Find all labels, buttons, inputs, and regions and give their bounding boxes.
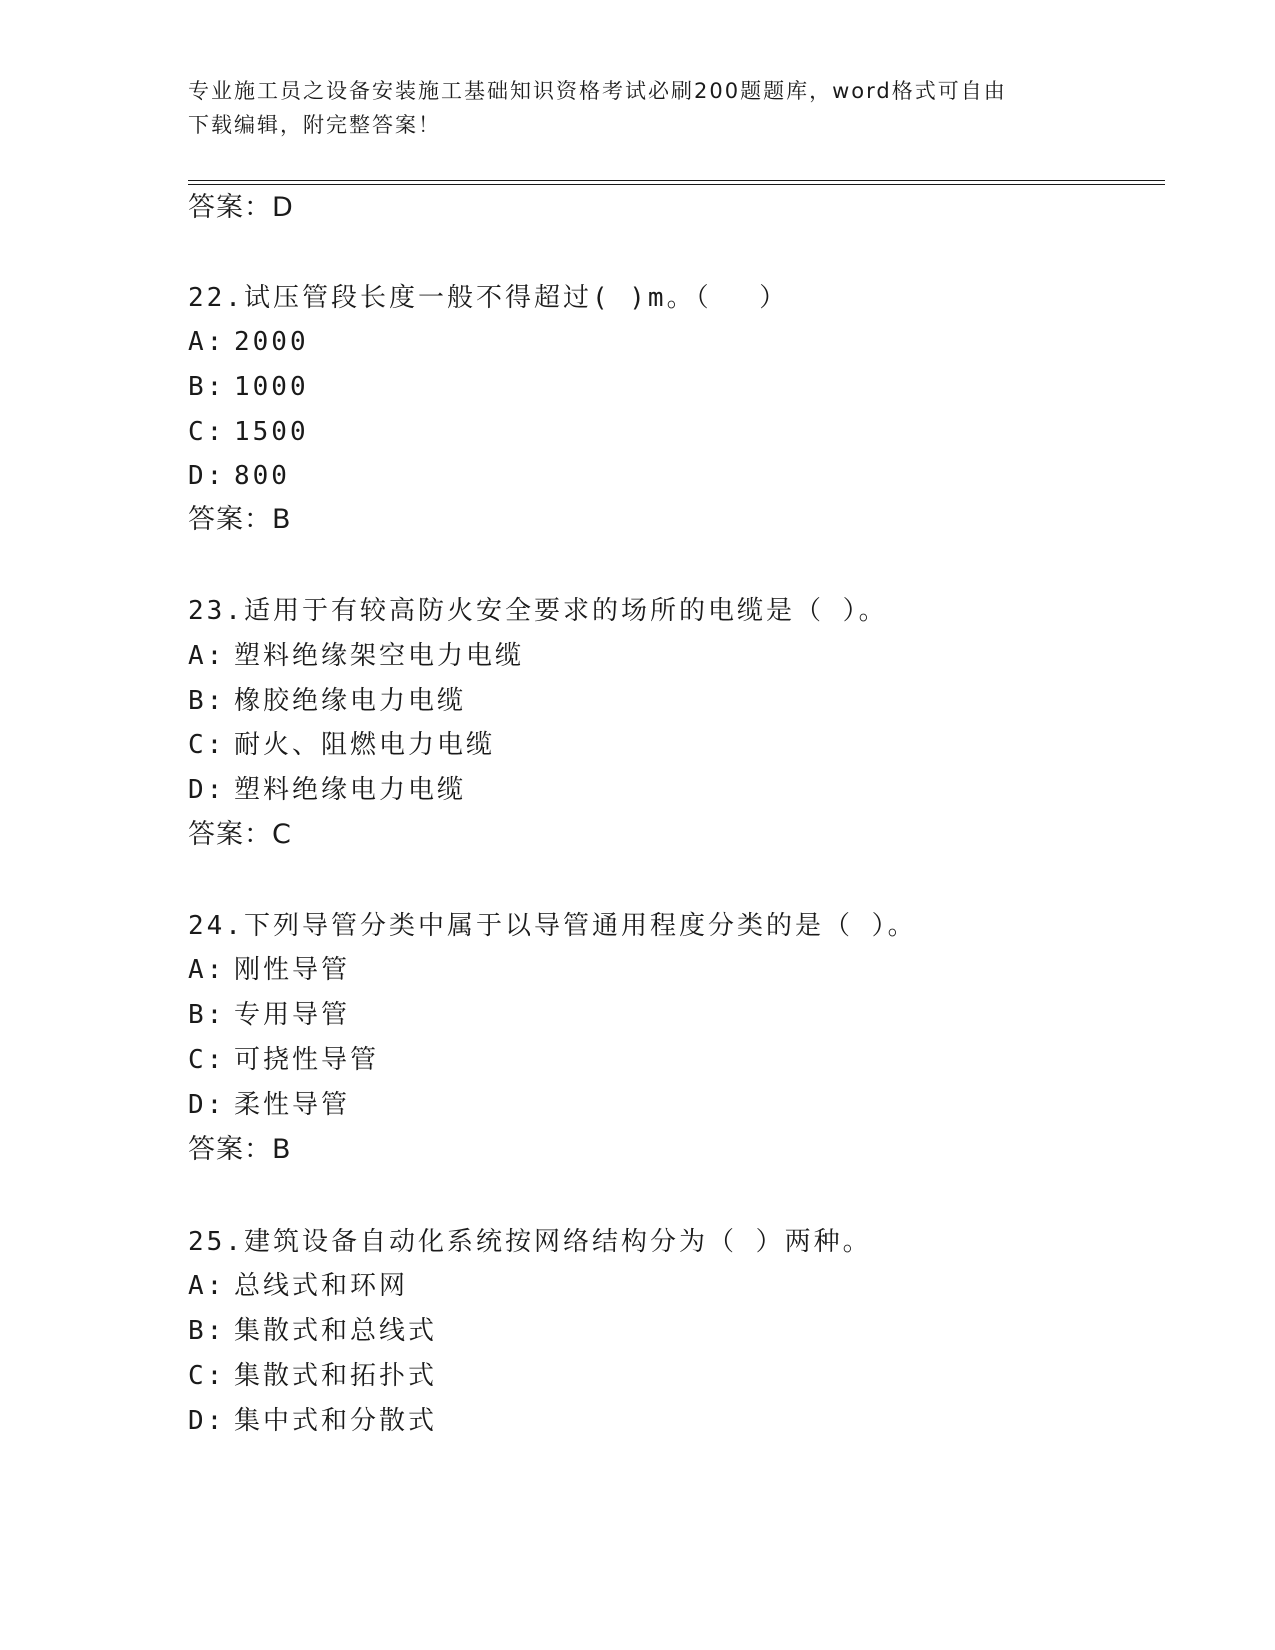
option-text: 塑料绝缘电力电缆 (234, 775, 467, 805)
option-text: 集散式和总线式 (234, 1316, 438, 1346)
header-divider-bottom (188, 184, 1165, 185)
option-letter: D: (188, 1406, 226, 1436)
question-23-option-d (188, 774, 466, 806)
option-text: 800 (234, 461, 290, 491)
answer-21: 答案：D (188, 192, 294, 223)
option-letter: D: (188, 461, 226, 491)
option-text: 2000 (234, 327, 309, 357)
option-text: 专用导管 (234, 1000, 351, 1030)
option-letter: B: (188, 372, 226, 402)
option-letter: A: (188, 1271, 226, 1301)
header-line-1: 专业施工员之设备安装施工基础知识资格考试必刷200题题库，word格式可自由 (188, 79, 1007, 103)
option-letter: B: (188, 1000, 226, 1030)
option-letter: C: (188, 730, 226, 760)
question-24-stem: 24.下列导管分类中属于以导管通用程度分类的是（ ）。 (188, 911, 917, 941)
question-23-option-b (188, 685, 466, 717)
option-text: 刚性导管 (234, 955, 351, 985)
question-22-option-d (188, 460, 290, 492)
option-text: 总线式和环网 (234, 1271, 409, 1301)
option-letter: B: (188, 1316, 226, 1346)
option-letter: A: (188, 641, 226, 671)
option-text: 柔性导管 (234, 1090, 351, 1120)
question-24-option-d (188, 1089, 350, 1121)
question-22-option-b (188, 371, 309, 403)
option-text: 耐火、阻燃电力电缆 (234, 730, 496, 760)
document-header (188, 74, 1068, 142)
option-letter: C: (188, 1045, 226, 1075)
option-text: 1500 (234, 417, 309, 447)
option-text: 集散式和拓扑式 (234, 1361, 438, 1391)
header-divider-top (188, 180, 1165, 181)
question-24-option-b (188, 999, 350, 1031)
question-25-option-b (188, 1315, 437, 1347)
option-letter: A: (188, 327, 226, 357)
option-letter: C: (188, 417, 226, 447)
option-letter: D: (188, 775, 226, 805)
question-25-option-c (188, 1360, 437, 1392)
question-24-option-a (188, 954, 350, 986)
option-text: 1000 (234, 372, 309, 402)
option-letter: B: (188, 686, 226, 716)
question-23-stem: 23.适用于有较高防火安全要求的场所的电缆是（ ）。 (188, 596, 888, 626)
option-text: 塑料绝缘架空电力电缆 (234, 641, 525, 671)
option-letter: C: (188, 1361, 226, 1391)
answer-23: 答案：C (188, 819, 292, 850)
question-25-stem: 25.建筑设备自动化系统按网络结构分为（ ）两种。 (188, 1227, 872, 1257)
option-text: 集中式和分散式 (234, 1406, 438, 1436)
answer-24: 答案：B (188, 1134, 292, 1165)
header-line-2: 下载编辑，附完整答案！ (188, 113, 441, 137)
question-24-option-c (188, 1044, 379, 1076)
question-25-option-d (188, 1405, 437, 1437)
option-text: 可挠性导管 (234, 1045, 380, 1075)
answer-22: 答案：B (188, 504, 292, 535)
question-22-option-c (188, 416, 309, 448)
option-letter: D: (188, 1090, 226, 1120)
question-23-option-c (188, 729, 495, 761)
option-letter: A: (188, 955, 226, 985)
question-22-option-a (188, 326, 309, 358)
option-text: 橡胶绝缘电力电缆 (234, 686, 467, 716)
question-22-stem: 22.试压管段长度一般不得超过( )m。（ ） (188, 283, 789, 313)
question-25-option-a (188, 1270, 408, 1302)
question-23-option-a (188, 640, 524, 672)
